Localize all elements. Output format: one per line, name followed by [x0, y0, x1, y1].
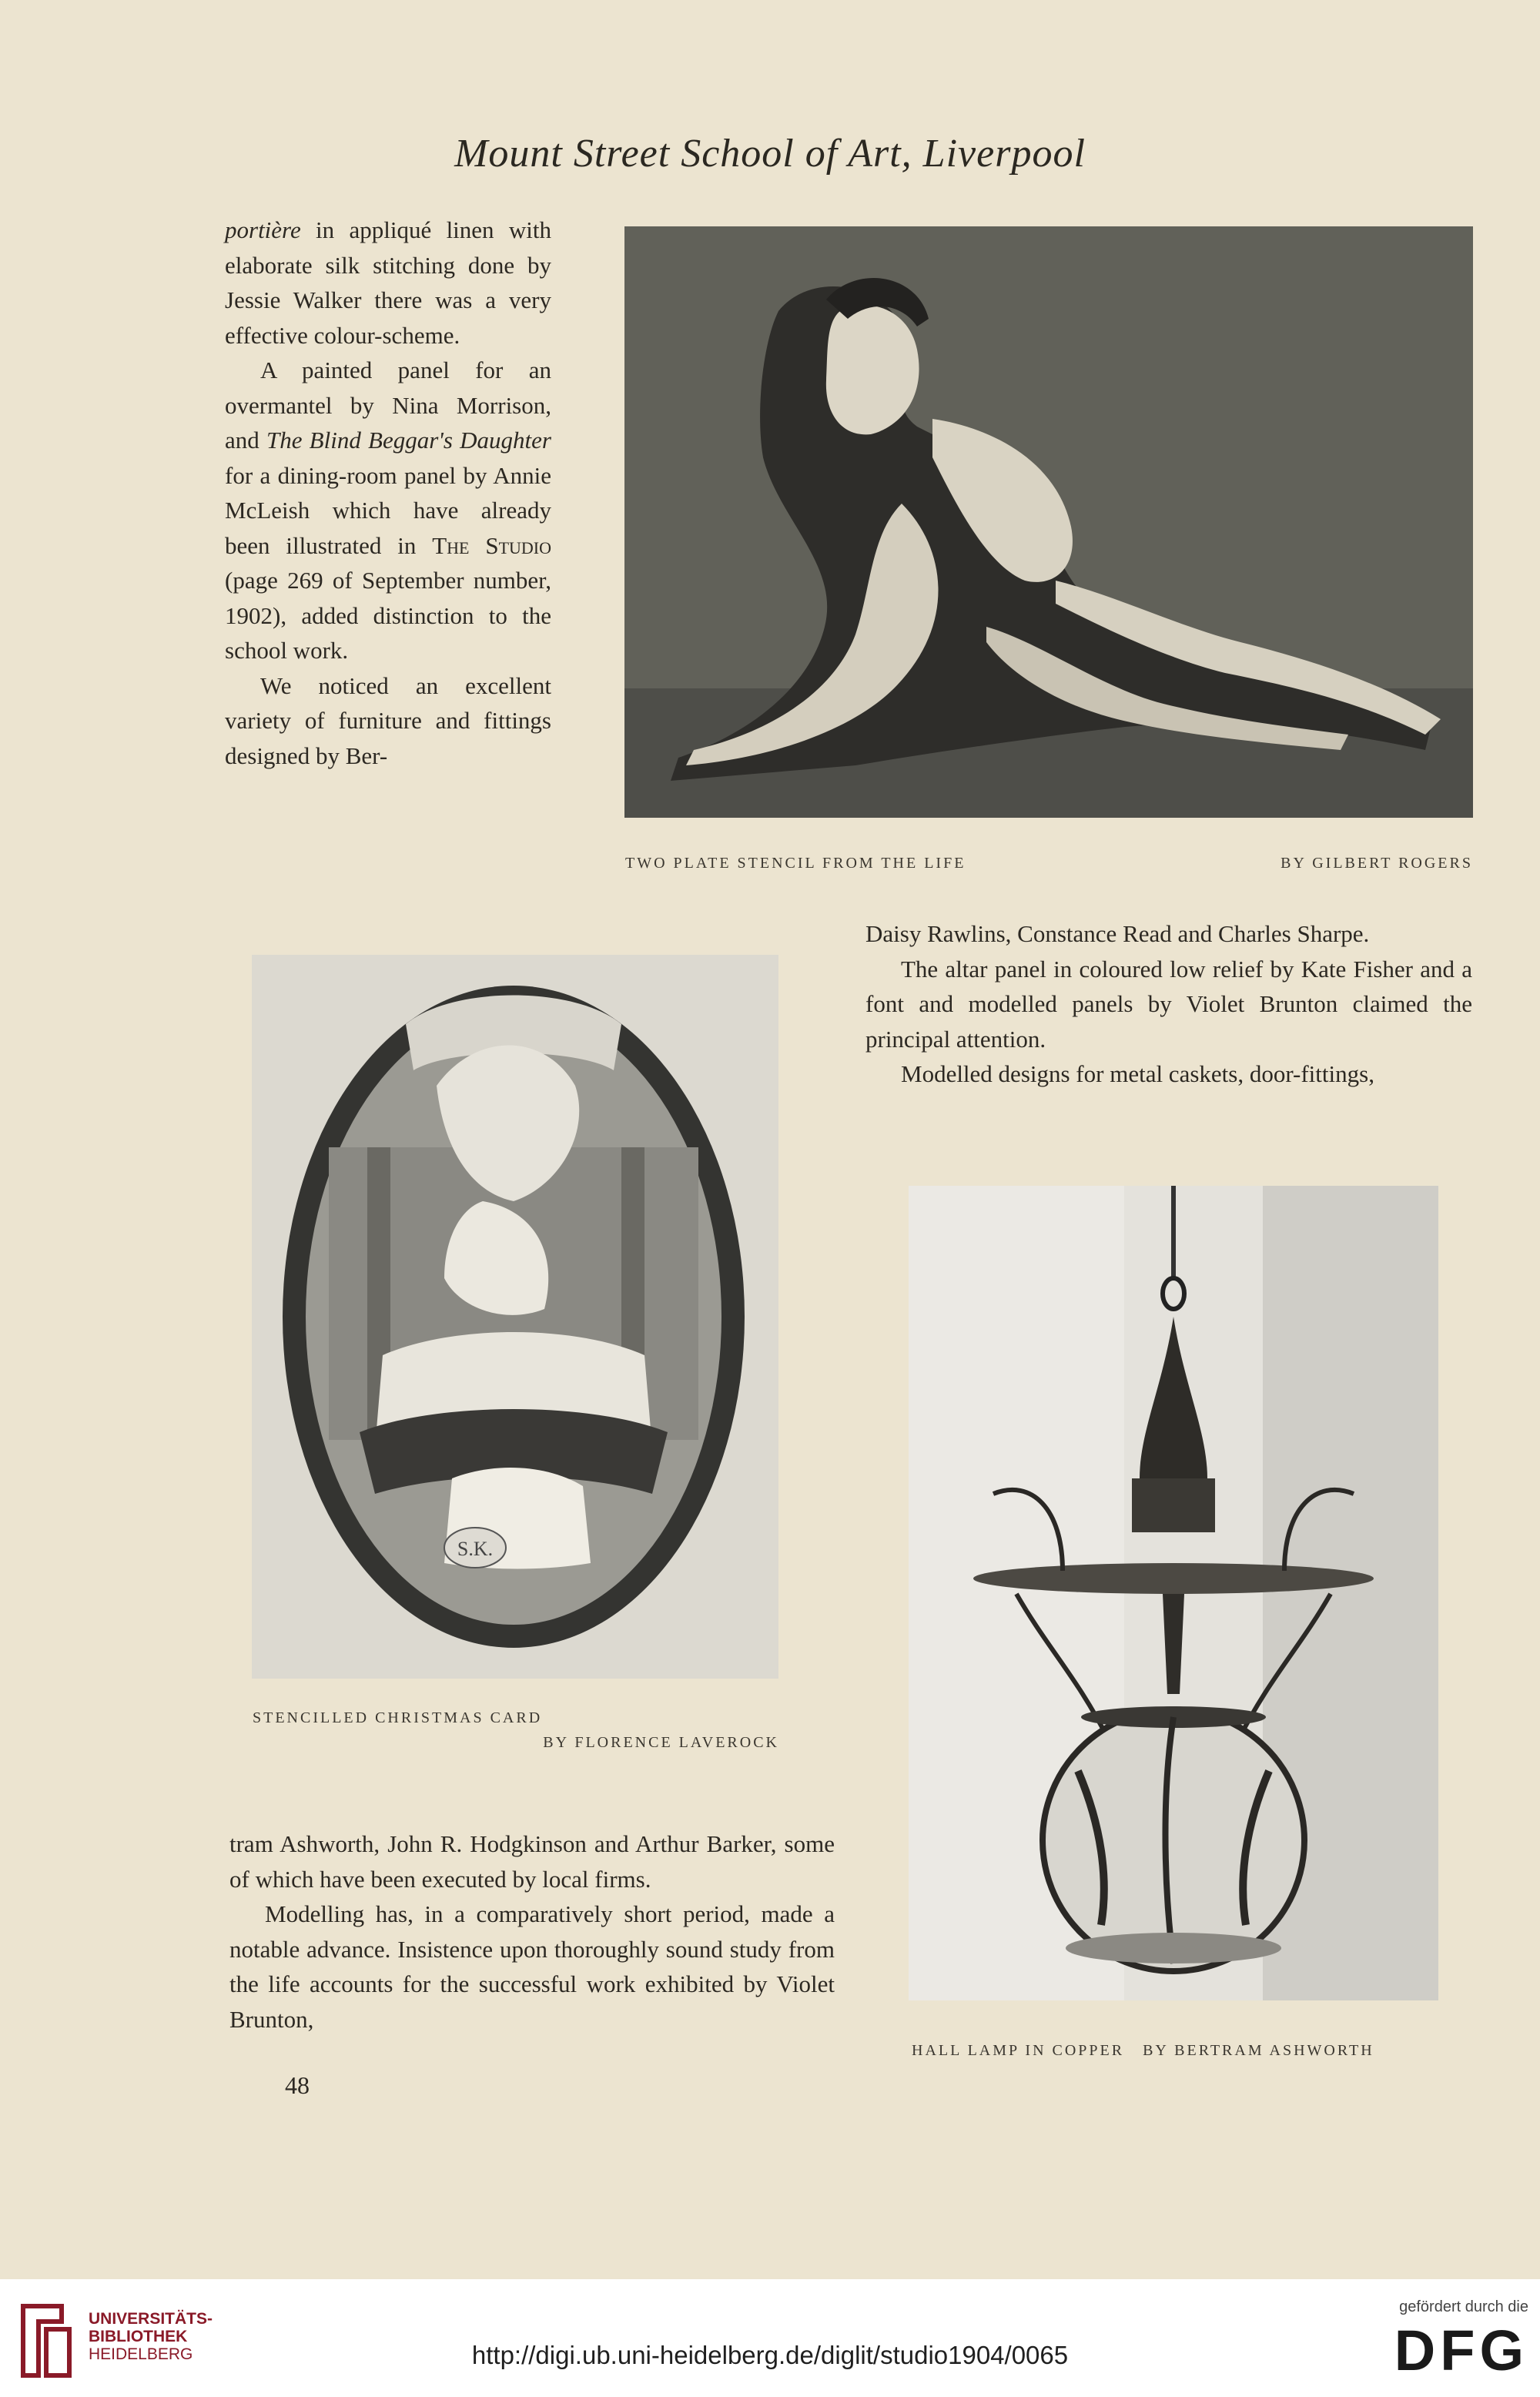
figure-stencil-image	[624, 226, 1473, 818]
text-run: (page 269 of September number, 1902), added distinction to the school work.	[225, 567, 551, 664]
caption-christmas-card-line1: STENCILLED CHRISTMAS CARD	[253, 1709, 543, 1726]
italic-portiere: portière	[225, 216, 301, 243]
paragraph-modelling: Modelling has, in a comparatively short period, made a notable advance. Insistence upon thoroughly sound study from the life accounts for the successful work exhibited by Violet Brunton,	[229, 1900, 835, 2033]
left-column-text	[225, 213, 551, 773]
italic-title-blind-beggars-daughter: The Blind Beggar's Daughter	[266, 427, 551, 454]
text-run: A painted panel for an overmantel by Nina Morrison, and	[225, 357, 551, 454]
caption-stencil-right: BY GILBERT ROGERS	[1281, 855, 1473, 872]
paragraph-tram-ashworth: tram Ashworth, John R. Hodgkinson and Arthur Barker, some of which have been executed by local firms.	[229, 1830, 835, 1893]
right-column-text-upper	[865, 916, 1472, 1092]
footer-url-link[interactable]: http://digi.ub.uni-heidelberg.de/diglit/studio1904/0065	[471, 2341, 1069, 2369]
card-monogram: S.K.	[457, 1538, 494, 1560]
caption-stencil-left: TWO PLATE STENCIL FROM THE LIFE	[625, 855, 966, 872]
paragraph-furniture: We noticed an excellent variety of furniture and fittings designed by Ber-	[225, 671, 551, 769]
running-title: Mount Street School of Art, Liverpool	[454, 132, 1086, 176]
caption-christmas-card-line2: BY FLORENCE LAVEROCK	[543, 1734, 779, 1751]
library-line2: BIBLIOTHEK	[89, 2328, 188, 2345]
left-column-text-lower	[229, 1826, 835, 2037]
paragraph-portiere-rest: in appliqué linen with elaborate silk stitching done by Jessie Walker there was a very effective colour-scheme.	[225, 216, 551, 349]
figure-christmas-card-image	[252, 955, 778, 1679]
library-line3: HEIDELBERG	[89, 2345, 193, 2363]
dfg-funded-by: gefördert durch die	[1399, 2298, 1528, 2315]
smallcaps-the-studio: The Studio	[432, 531, 551, 559]
text-run: for a dining-room panel by Annie McLeish which have already been illustrated in	[225, 461, 551, 559]
paragraph-modelled-designs: Modelled designs for metal caskets, door-fittings,	[901, 1060, 1374, 1087]
paragraph-painted-panel	[225, 353, 551, 668]
stencil-figure-illustration	[624, 226, 1473, 818]
christmas-card-illustration	[252, 955, 778, 1679]
figure-hall-lamp-image	[909, 1186, 1438, 2000]
paragraph-daisy-rawlins: Daisy Rawlins, Constance Read and Charles Sharpe.	[865, 920, 1370, 947]
paragraph-portiere	[225, 213, 551, 353]
footer-bar	[0, 2279, 1540, 2397]
dfg-logo: DFG	[1394, 2318, 1528, 2382]
paragraph-altar-panel: The altar panel in coloured low relief by Kate Fisher and a font and modelled panels by Violet Brunton claimed the principal attention.	[865, 955, 1472, 1053]
caption-hall-lamp: HALL LAMP IN COPPER BY BERTRAM ASHWORTH	[912, 2042, 1374, 2059]
library-line1: UNIVERSITÄTS-	[89, 2310, 213, 2328]
page-number: 48	[285, 2071, 310, 2099]
hall-lamp-illustration	[909, 1186, 1438, 2000]
